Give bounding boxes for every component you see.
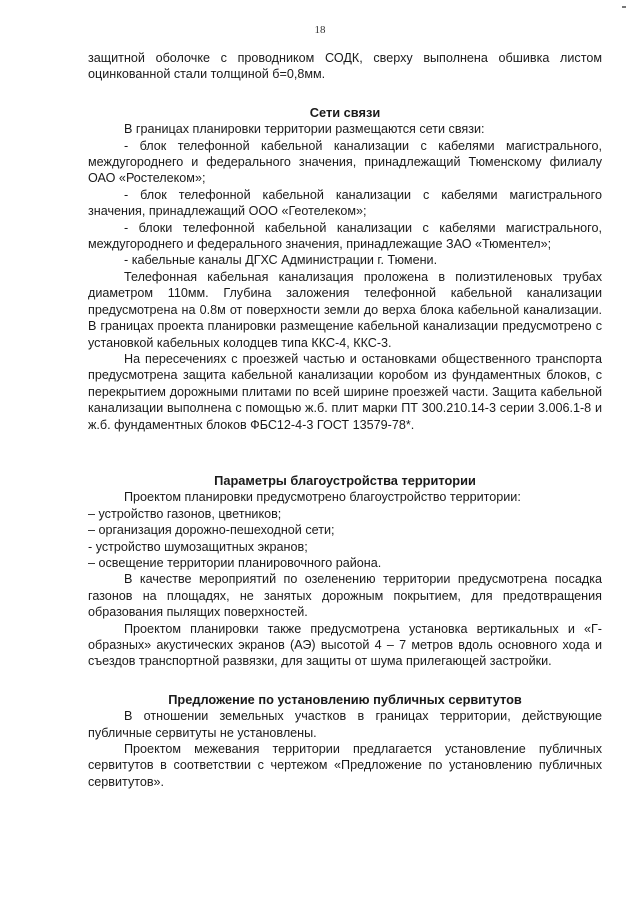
communications-intro: В границах планировки территории размещаются сети связи: bbox=[124, 122, 485, 137]
landscaping-paragraph: В качестве мероприятий по озеленению территории предусмотрена посадка газонов на площадях, не занятых дорожным покрытием, для предотвращения образования пылящих поверхностей. bbox=[88, 572, 602, 620]
communications-paragraph: Телефонная кабельная канализация проложена в полиэтиленовых трубах диаметром 110мм. Глубина заложения телефонной кабельной канализации предусмотрена на 0.8м от поверхности земли до верха блока кабельной канализации. В границах проекта планировки размещение кабельной канализации предусмотрено с установкой кабельных колодцев типа ККС-4, ККС-3. bbox=[88, 269, 602, 350]
servitudes-paragraph: В отношении земельных участков в границах территории, действующие публичные сервитуты не установлены. bbox=[88, 709, 602, 740]
communications-heading: Сети связи bbox=[309, 104, 381, 120]
communications-item: - кабельные каналы ДГХС Администрации г. Тюмени. bbox=[124, 253, 438, 268]
communications-paragraph: На пересечениях с проезжей частью и остановками общественного транспорта предусмотрена защита кабельной канализации коробом из фундаментных блоков, с перекрытием дорожными плитами по всей ширине проезжей части. Защита кабельной канализации выполнена с помощью ж.б. плит марки ПТ 300.210.14-3 серии 3.006.1-8 и ж.б. фундаментных блоков ФБС12-4-3 ГОСТ 13579-78*. bbox=[88, 351, 602, 432]
communications-item: - блок телефонной кабельной канализации с кабелями магистрального, междугороднего и федерального значения, принадлежащий Тюменскому филиалу ОАО «Ростелеком»; bbox=[88, 138, 602, 186]
page-content bbox=[88, 50, 602, 790]
servitudes-paragraph: Проектом межевания территории предлагается установление публичных сервитутов в соответствии с чертежом «Предложение по установлению публичных сервитутов». bbox=[88, 742, 602, 789]
landscaping-paragraph: Проектом планировки также предусмотрена установка вертикальных и «Г-образных» акустических экранов (АЭ) высотой 4 – 7 метров вдоль основного хода и съездов транспортной развязки, для защиты от шума прилегающей застройки. bbox=[88, 621, 602, 669]
landscaping-item: – организация дорожно-пешеходной сети; bbox=[88, 523, 335, 538]
servitudes-section bbox=[88, 692, 602, 790]
landscaping-intro: Проектом планировки предусмотрено благоустройство территории: bbox=[124, 490, 521, 505]
communications-section bbox=[88, 105, 602, 433]
communications-item: - блок телефонной кабельной канализации с кабелями магистрального значения, принадлежащий ООО «Геотелеком»; bbox=[88, 187, 602, 219]
communications-item: - блоки телефонной кабельной канализации с кабелями магистрального, междугороднего и федерального значения, принадлежащие ЗАО «Тюментел»; bbox=[88, 220, 602, 252]
landscaping-item: – освещение территории планировочного района. bbox=[88, 555, 382, 570]
page-number: 18 bbox=[314, 24, 326, 36]
landscaping-heading: Параметры благоустройства территории bbox=[214, 472, 476, 488]
scan-mark bbox=[622, 6, 626, 8]
servitudes-heading: Предложение по установлению публичных сервитутов bbox=[168, 691, 522, 707]
landscaping-item: - устройство шумозащитных экранов; bbox=[88, 539, 308, 554]
intro-paragraph: защитной оболочке с проводником СОДК, сверху выполнена обшивка листом оцинкованной стали толщиной б=0,8мм. bbox=[88, 51, 602, 82]
landscaping-item: – устройство газонов, цветников; bbox=[88, 506, 282, 521]
landscaping-section bbox=[88, 473, 602, 670]
